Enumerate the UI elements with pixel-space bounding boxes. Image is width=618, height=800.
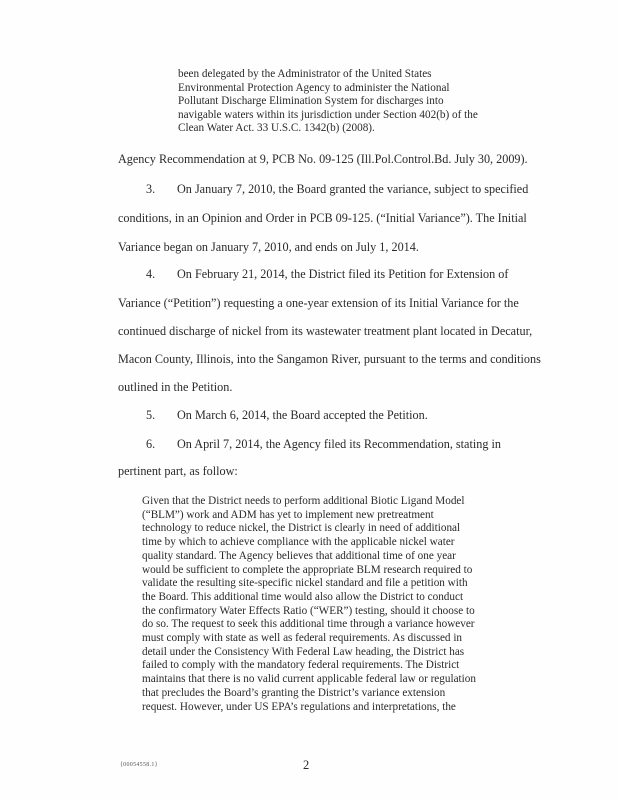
- paragraph-line: conditions, in an Opinion and Order in PCB 09-125. (“Initial Variance”). The Initial: [118, 211, 527, 225]
- paragraph-line: Macon County, Illinois, into the Sangamon River, pursuant to the terms and conditions: [118, 352, 541, 366]
- quote-line: that precludes the Board’s granting the District’s variance extension: [142, 686, 446, 699]
- recommendation-block-quote: [142, 495, 512, 714]
- quote-line: been delegated by the Administrator of the United States: [178, 68, 432, 80]
- footer-document-code: {00054558.1}: [120, 762, 158, 768]
- page-number: 2: [303, 758, 310, 772]
- quote-line: Environmental Protection Agency to administer the National: [178, 81, 450, 94]
- paragraph-first-line: On March 6, 2014, the Board accepted the Petition.: [177, 408, 428, 422]
- top-block-quote: [178, 68, 508, 136]
- paragraph-line: continued discharge of nickel from its wastewater treatment plant located in Decatur,: [118, 324, 533, 338]
- quote-line: would be sufficient to complete the appropriate BLM research required to: [142, 563, 473, 576]
- paragraph-first-line: On April 7, 2014, the Agency filed its Recommendation, stating in: [177, 437, 501, 451]
- paragraph-line: pertinent part, as follow:: [118, 464, 238, 478]
- paragraph-first-line: On January 7, 2010, the Board granted the variance, subject to specified: [177, 182, 529, 196]
- quote-line: must comply with state as well as federal requirements. As discussed in: [142, 632, 463, 645]
- quote-line: Pollutant Discharge Elimination System for discharges into: [178, 95, 444, 107]
- quote-line: maintains that there is no valid current applicable federal law or regulation: [142, 673, 476, 686]
- citation-line: Agency Recommendation at 9, PCB No. 09-125 (Ill.Pol.Control.Bd. July 30, 2009).: [118, 152, 528, 166]
- paragraph-number: 4.: [146, 267, 156, 281]
- quote-line: the confirmatory Water Effects Ratio (“WER”) testing, should it choose to: [142, 604, 475, 617]
- paragraph-line: Variance began on January 7, 2010, and ends on July 1, 2014.: [118, 240, 419, 254]
- quote-line: (“BLM”) work and ADM has yet to implement new pretreatment: [142, 508, 434, 521]
- quote-line: time by which to achieve compliance with the applicable nickel water: [142, 536, 455, 549]
- quote-line: do so. The request to seek this additional time through a variance however: [142, 618, 475, 631]
- quote-line: validate the resulting site-specific nickel standard and file a petition with: [142, 577, 468, 590]
- paragraph-number: 6.: [146, 437, 156, 451]
- quote-line: detail under the Consistency With Federal Law heading, the District has: [142, 645, 465, 658]
- paragraph-line: Variance (“Petition”) requesting a one-year extension of its Initial Variance for the: [118, 296, 519, 310]
- paragraph-number: 5.: [146, 408, 156, 422]
- quote-line: failed to comply with the mandatory federal requirements. The District: [142, 659, 460, 672]
- quote-line: Clean Water Act. 33 U.S.C. 1342(b) (2008).: [178, 122, 375, 134]
- quote-line: request. However, under US EPA’s regulations and interpretations, the: [142, 700, 456, 713]
- quote-line: navigable waters within its jurisdiction under Section 402(b) of the: [178, 108, 478, 121]
- quote-line: quality standard. The Agency believes that additional time of one year: [142, 549, 456, 562]
- paragraph-line: outlined in the Petition.: [118, 380, 233, 394]
- quote-line: the Board. This additional time would also allow the District to conduct: [142, 590, 464, 603]
- paragraph-number: 3.: [146, 182, 156, 196]
- quote-line: Given that the District needs to perform additional Biotic Ligand Model: [142, 495, 465, 507]
- paragraph-first-line: On February 21, 2014, the District filed its Petition for Extension of: [177, 267, 509, 281]
- quote-line: technology to reduce nickel, the District is clearly in need of additional: [142, 522, 461, 535]
